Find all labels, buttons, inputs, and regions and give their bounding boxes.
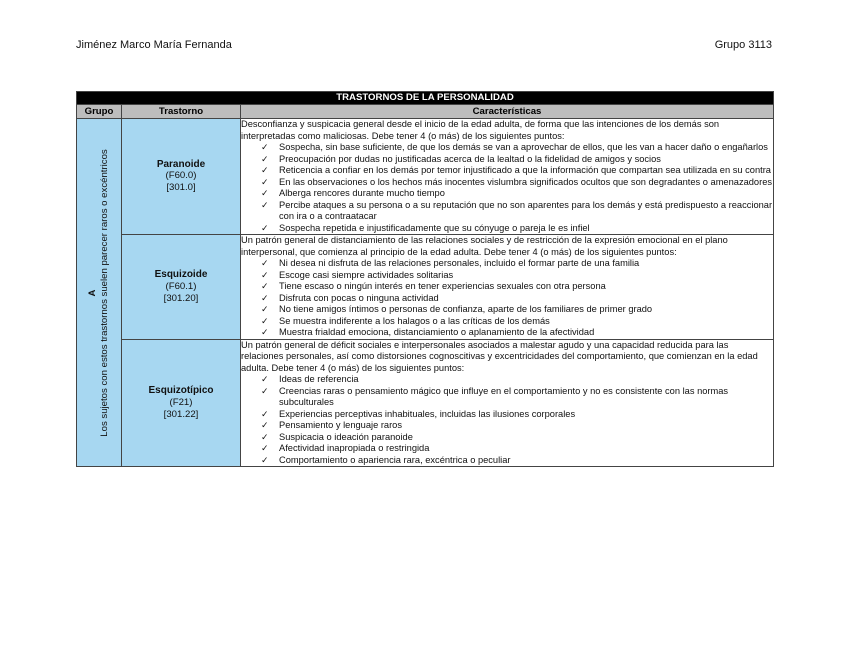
traits-cell — [241, 339, 774, 467]
disorder-code-dsm: [301.0] — [166, 182, 196, 194]
header-author: Jiménez Marco María Fernanda — [76, 39, 232, 51]
table-row — [77, 339, 774, 467]
list-item-text: Sospecha repetida e injustificadamente que su cónyuge o pareja le es infiel — [279, 222, 590, 233]
checkmark-icon: ✓ — [261, 385, 269, 396]
checkmark-icon: ✓ — [261, 327, 269, 337]
list-item — [261, 223, 773, 235]
checkmark-icon: ✓ — [261, 315, 269, 326]
traits-intro: Un patrón general de distanciamiento de las relaciones sociales y de restricción de la expresión emocional en el plano interpersonal, que comienza al principio de la edad adulta. Debe tener 4 (o más) de los siguientes puntos: — [241, 235, 728, 257]
checkmark-icon: ✓ — [261, 142, 269, 152]
list-item — [261, 177, 773, 189]
list-item-text: En las observaciones o los hechos más inocentes vislumbra significados ocultos que son degradantes o amenazadores — [279, 176, 773, 187]
checkmark-icon: ✓ — [261, 199, 269, 210]
list-item — [261, 409, 773, 421]
disorder-code-dsm: [301.22] — [163, 408, 199, 420]
list-item-text: Se muestra indiferente a los halagos o a las críticas de los demás — [279, 315, 550, 326]
list-item-text: Disfruta con pocas o ninguna actividad — [279, 292, 439, 303]
traits-list — [241, 142, 773, 234]
list-item — [261, 281, 773, 293]
list-item — [261, 374, 773, 386]
checkmark-icon: ✓ — [261, 374, 269, 384]
checkmark-icon: ✓ — [261, 408, 269, 419]
list-item-text: Preocupación por dudas no justificadas acerca de la lealtad o la fidelidad de amigos y socios — [279, 153, 661, 164]
table-header-row — [77, 105, 774, 119]
checkmark-icon: ✓ — [261, 258, 269, 268]
checkmark-icon: ✓ — [261, 222, 269, 233]
checkmark-icon: ✓ — [261, 304, 269, 314]
list-item — [261, 432, 773, 444]
list-item — [261, 154, 773, 166]
traits-list — [241, 258, 773, 339]
disorder-name: Paranoide — [156, 158, 206, 170]
disorder-code-icd: (F21) — [169, 396, 193, 408]
list-item — [261, 420, 773, 432]
header-group: Grupo 3113 — [714, 39, 772, 51]
traits-cell — [241, 235, 774, 340]
disorder-code-icd: (F60.0) — [165, 170, 197, 182]
group-a-label — [87, 149, 111, 436]
checkmark-icon: ✓ — [261, 431, 269, 442]
disorder-cell-esquizoide — [122, 235, 241, 340]
checkmark-icon: ✓ — [261, 281, 269, 291]
list-item-text: Muestra frialdad emociona, distanciamiento o aplanamiento de la afectividad — [279, 327, 595, 337]
disorder-cell-esquizotipico — [122, 339, 241, 467]
group-letter: A — [87, 289, 98, 296]
list-item-text: Suspicacia o ideación paranoide — [279, 431, 413, 442]
list-item-text: Reticencia a confiar en los demás por temor injustificado a que la información que compartan sea utilizada en su contra — [279, 165, 771, 175]
list-item — [261, 327, 773, 339]
column-header-traits: Características — [241, 105, 774, 119]
list-item — [261, 386, 773, 409]
list-item-text: Ni desea ni disfruta de las relaciones personales, incluido el formar parte de una familia — [279, 258, 640, 268]
group-a-cell — [77, 119, 122, 467]
list-item-text: Percibe ataques a su persona o a su reputación que no son aparentes para los demás y está predispuesto a reaccionar con ira o a contraatacar — [279, 199, 773, 221]
table-title: TRASTORNOS DE LA PERSONALIDAD — [77, 92, 774, 105]
checkmark-icon: ✓ — [261, 188, 269, 198]
list-item-text: Escoge casi siempre actividades solitarias — [279, 269, 454, 280]
list-item — [261, 455, 773, 467]
list-item — [261, 443, 773, 455]
traits-cell — [241, 119, 774, 235]
checkmark-icon: ✓ — [261, 269, 269, 280]
checkmark-icon: ✓ — [261, 454, 269, 465]
list-item-text: Pensamiento y lenguaje raros — [279, 420, 402, 430]
disorder-code-dsm: [301.20] — [163, 292, 199, 304]
list-item — [261, 142, 773, 154]
list-item — [261, 293, 773, 305]
list-item — [261, 270, 773, 282]
list-item-text: Tiene escaso o ningún interés en tener experiencias sexuales con otra persona — [279, 281, 606, 291]
column-header-disorder: Trastorno — [122, 105, 241, 119]
list-item — [261, 188, 773, 200]
traits-intro: Desconfianza y suspicacia general desde el inicio de la edad adulta, de forma que las intenciones de los demás son interpretadas como maliciosas. Debe tener 4 (o más) de los siguientes puntos: — [241, 119, 720, 141]
table-row — [77, 119, 774, 235]
personality-disorders-table — [76, 91, 774, 467]
table-title-row — [77, 92, 774, 105]
list-item-text: Afectividad inapropiada o restringida — [279, 443, 430, 453]
list-item-text: Ideas de referencia — [279, 374, 359, 384]
list-item — [261, 258, 773, 270]
checkmark-icon: ✓ — [261, 292, 269, 303]
checkmark-icon: ✓ — [261, 443, 269, 453]
list-item-text: Sospecha, sin base suficiente, de que los demás se van a aprovechar de ellos, que les van a hacer daño o engañarlos — [279, 142, 768, 152]
checkmark-icon: ✓ — [261, 176, 269, 187]
checkmark-icon: ✓ — [261, 165, 269, 175]
traits-intro: Un patrón general de déficit sociales e interpersonales asociados a malestar agudo y una capacidad reducida para las relaciones personales, así como distorsiones cognoscitivas y excentricidades del comportamiento, que comienzan en la edad adulta. Debe tener 4 (o más) de los siguientes puntos: — [241, 339, 758, 373]
table-row — [77, 235, 774, 340]
disorder-code-icd: (F60.1) — [165, 280, 197, 292]
list-item — [261, 200, 773, 223]
checkmark-icon: ✓ — [261, 153, 269, 164]
disorder-name: Esquizotípico — [148, 385, 214, 396]
list-item-text: Experiencias perceptivas inhabituales, incluidas las ilusiones corporales — [279, 408, 576, 419]
list-item — [261, 316, 773, 328]
list-item-text: Comportamiento o apariencia rara, excéntrica o peculiar — [279, 454, 511, 465]
list-item-text: Alberga rencores durante mucho tiempo — [279, 188, 445, 198]
column-header-group: Grupo — [77, 105, 122, 119]
disorder-name: Esquizoide — [154, 269, 208, 280]
disorder-cell-paranoide — [122, 119, 241, 235]
list-item — [261, 165, 773, 177]
traits-list — [241, 374, 773, 466]
list-item — [261, 304, 773, 316]
list-item-text: No tiene amigos íntimos o personas de confianza, aparte de los familiares de primer grado — [279, 304, 653, 314]
group-description: Los sujetos con estos trastornos suelen parecer raros o excéntricos — [99, 148, 110, 437]
list-item-text: Creencias raras o pensamiento mágico que influye en el comportamiento y no es consistente con las normas subculturales — [279, 385, 729, 407]
checkmark-icon: ✓ — [261, 420, 269, 430]
